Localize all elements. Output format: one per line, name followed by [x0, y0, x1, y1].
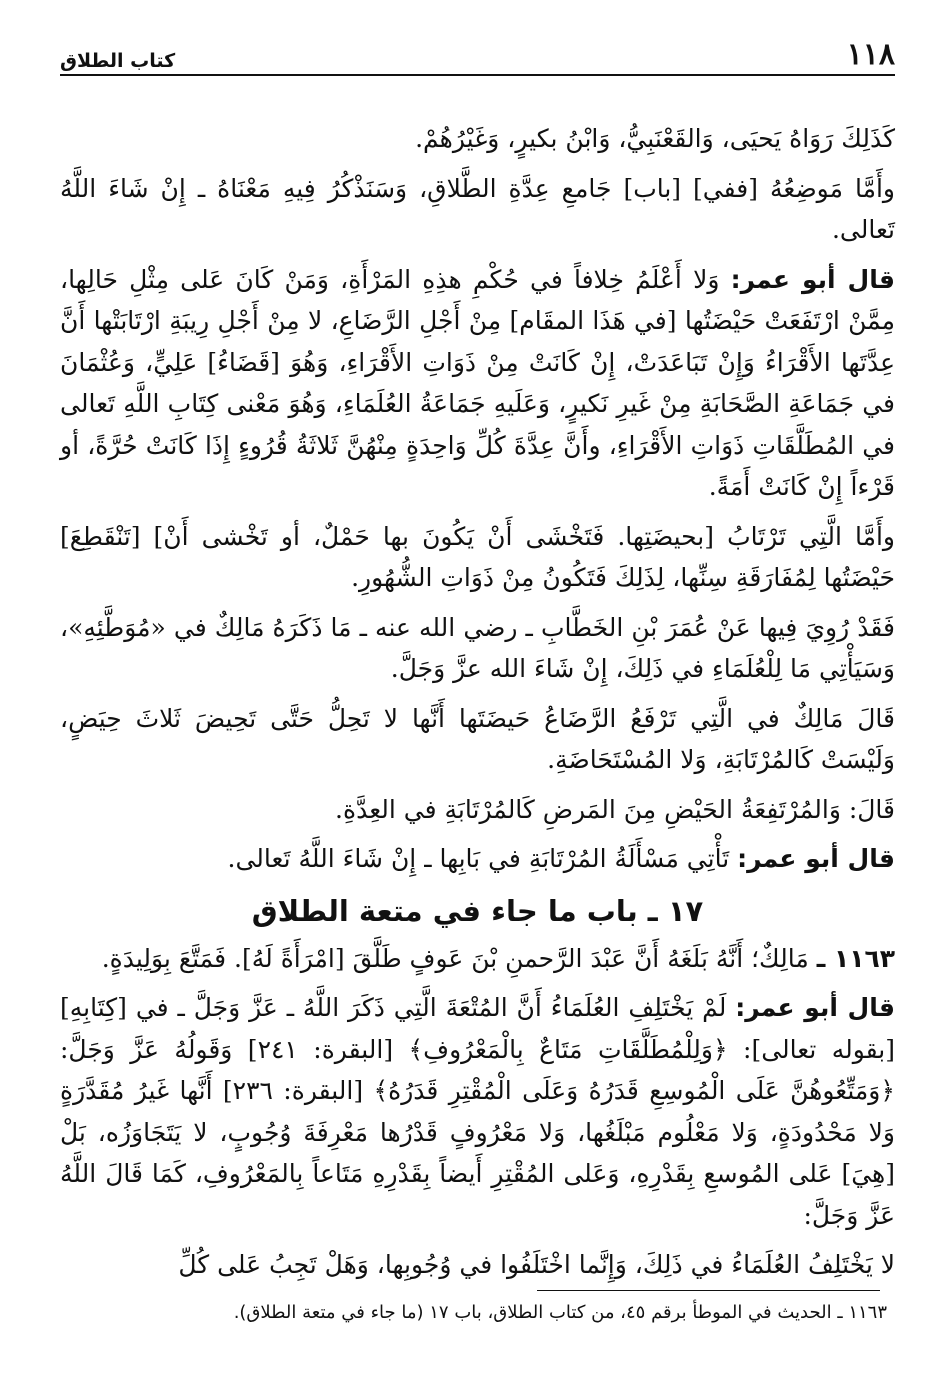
paragraph-7: [60, 789, 895, 831]
paragraph-text: قَالَ مَالِكٌ في الَّتِي تَرْفَعُ الرَّضَاعُ حَيضَتَها أَنَّها لا تَحِلُّ حَتَّى تَحِيضَ ثَلاثَ حِيَضٍ، وَلَيْسَتْ كَالمُرْتَابَةِ، وَلا المُسْتَحَاضَةِ.: [60, 703, 895, 774]
speaker-label: قال أبو عمر:: [737, 844, 895, 873]
paragraph-text: فَقَدْ رُوِيَ فِيها عَنْ عُمَرَ بْنِ الخَطَّابِ ـ رضي الله عنه ـ مَا ذَكَرَهُ مَالِكٌ في «مُوَطَّئِهِ»، وَسَيَأْتِي مَا لِلْعُلَمَاءِ في ذَلِكَ، إِنْ شَاءَ الله عزَّ وَجَلَّ.: [60, 612, 895, 683]
speaker-label: قال أبو عمر:: [735, 993, 896, 1022]
paragraph-4: [60, 516, 895, 599]
running-head: كتاب الطلاق: [60, 50, 176, 72]
paragraph-text: مَالِكٌ؛ أَنَّهُ بَلَغَهُ أَنَّ عَبْدَ الرَّحمنِ بْنَ عَوفٍ طَلَّقَ [امْرَأَةً لَهُ]. فَمَتَّعَ بِوَلِيدَةٍ.: [101, 943, 809, 973]
paragraph-text: قَالَ: وَالمُرْتَفِعَةُ الحَيْضِ مِنَ المَرضِ كَالمُرْتَابَةِ في العِدَّةِ.: [335, 794, 895, 824]
page: [60, 28, 895, 1294]
hadith-number: ١١٦٣ ـ: [816, 943, 895, 973]
paragraph-text: لا يَخْتَلِفُ العُلَمَاءُ في ذَلِكَ، وَإِنَّما اخْتَلَفُوا في وُجُوبِها، وَهَلْ تَجِبُ عَلى كُلِّ: [178, 1250, 895, 1279]
paragraph-8: [60, 838, 895, 880]
footnote-divider: [537, 1290, 880, 1291]
paragraph-text: وَلا أَعْلَمُ خِلافاً في حُكْمِ هذِهِ المَرْأَةِ، وَمَنْ كَانَ عَلى مِثْلِ حَالِها، مِمَّنْ ارْتَفَعَتْ حَيْضَتُها [في هَذَا المقَام] مِنْ أَجْلِ الرَّضَاعِ، لا مِنْ أَجْلِ رِيبَةِ ارْتَابَتْها أَنَّ عِدَّتَها الأَقْرَاءُ وَإِنْ تَبَاعَدَتْ، إِنْ كَانَتْ مِنْ ذَوَاتِ الأَقْرَاءِ، وَهُوَ [قَضَاءُ] عَلِيٍّ، وَعُثْمَانَ في جَمَاعَةِ الصَّحَابَةِ مِنْ غَيرِ نَكيرٍ، وَعَلَيهِ جَمَاعَةُ العُلَمَاءِ، وَهُوَ مَعْنى كِتَابِ اللَّهِ تَعالى في المُطَلَّقَاتِ ذَوَاتِ الأَقْرَاءِ، وأَنَّ عِدَّةَ كُلِّ وَاحِدَةٍ مِنْهُنَّ ثَلاثَةُ قُرُوءٍ إِذَا كَانَتْ حُرَّةً، أو قَرْءاً إِنْ كَانَتْ أَمَةً.: [60, 264, 895, 501]
speaker-label: قال أبو عمر:: [730, 264, 896, 294]
paragraph-5: [60, 607, 895, 690]
section-heading: ١٧ ـ باب ما جاء في متعة الطلاق: [251, 893, 704, 928]
paragraph-6: [60, 698, 895, 781]
hadith-paragraph: [60, 938, 895, 980]
commentary-paragraph: [60, 987, 895, 1236]
paragraph-continued: [60, 1244, 895, 1286]
paragraph-3: [60, 259, 895, 508]
paragraph-text: كَذَلِكَ رَوَاهُ يَحيَى، وَالقَعْنَبِيُّ، وَابْنُ بكيرٍ، وَغَيْرُهُمْ.: [415, 124, 895, 153]
paragraph-text: لَمْ يَخْتَلِفِ العُلَمَاءُ أَنَّ المُتْعَةَ الَّتِي ذَكَرَ اللَّهُ ـ عَزَّ وَجَلَّ ـ في [كِتَابِهِ] [بقوله تعالى]: ﴿وَلِلْمُطَلَّقَاتِ مَتَاعٌ بِالْمَعْرُوفِ﴾ [البقرة: ٢٤١] وَقَولُهُ عَزَّ وَجَلَّ: ﴿وَمَتِّعُوهُنَّ عَلَى الْمُوسِعِ قَدَرُهُ وَعَلَى الْمُقْتِرِ قَدَرُهُ﴾ [البقرة: ٢٣٦] أَنَّها غَيرُ مُقَدَّرَةٍ وَلا مَحْدُودَةٍ، وَلا مَعْلُوم مَبْلَغُها، وَلا مَعْرُوفٍ قَدْرُها مَعْرِفَةَ وُجُوبٍ، لا يَتَجَاوَزُه، بَلْ [هِيَ] عَلى المُوسعِ بِقَدْرِهِ، وَعَلى المُقْتِرِ أَيضاً بِقَدْرِهِ مَتَاعاً بِالمَعْرُوفِ، كَمَا قَالَ اللَّهُ عَزَّ وَجَلَّ:: [60, 993, 895, 1230]
footnote: ١١٦٣ ـ الحديث في الموطأ برقم ٤٥، من كتاب الطلاق، باب ١٧ (ما جاء في متعة الطلاق).: [233, 1302, 887, 1323]
page-body: [60, 118, 895, 1286]
paragraph-text: وأَمَّا الَّتِي تَرْتَابُ [بحيضَتِها. فَتَخْشَى أَنْ يَكُونَ بها حَمْلٌ، أو تَخْشى أَنْ] [تَنْقَطِعَ] حَيْضَتُها لِمُفَارَقَةِ سِنِّها، لِذَلِكَ فَتَكُونُ مِنْ ذَوَاتِ الشُّهُورِ.: [60, 521, 895, 592]
paragraph-text: وأَمَّا مَوضِعُهُ [ففي] [باب] جَامعِ عِدَّةِ الطَّلاقِ، وَسَنَذْكُرُ فِيهِ مَعْنَاهُ ـ إِنْ شَاءَ اللَّهُ تَعالى.: [60, 173, 895, 244]
page-number: ١١٨: [846, 37, 895, 72]
paragraph-1: [60, 118, 895, 160]
paragraph-2: [60, 168, 895, 251]
paragraph-text: تَأْتِي مَسْأَلَةُ المُرْتَابَةِ في بَابِها ـ إِنْ شَاءَ اللَّهُ تَعالى.: [227, 844, 730, 873]
page-header: [60, 28, 895, 76]
